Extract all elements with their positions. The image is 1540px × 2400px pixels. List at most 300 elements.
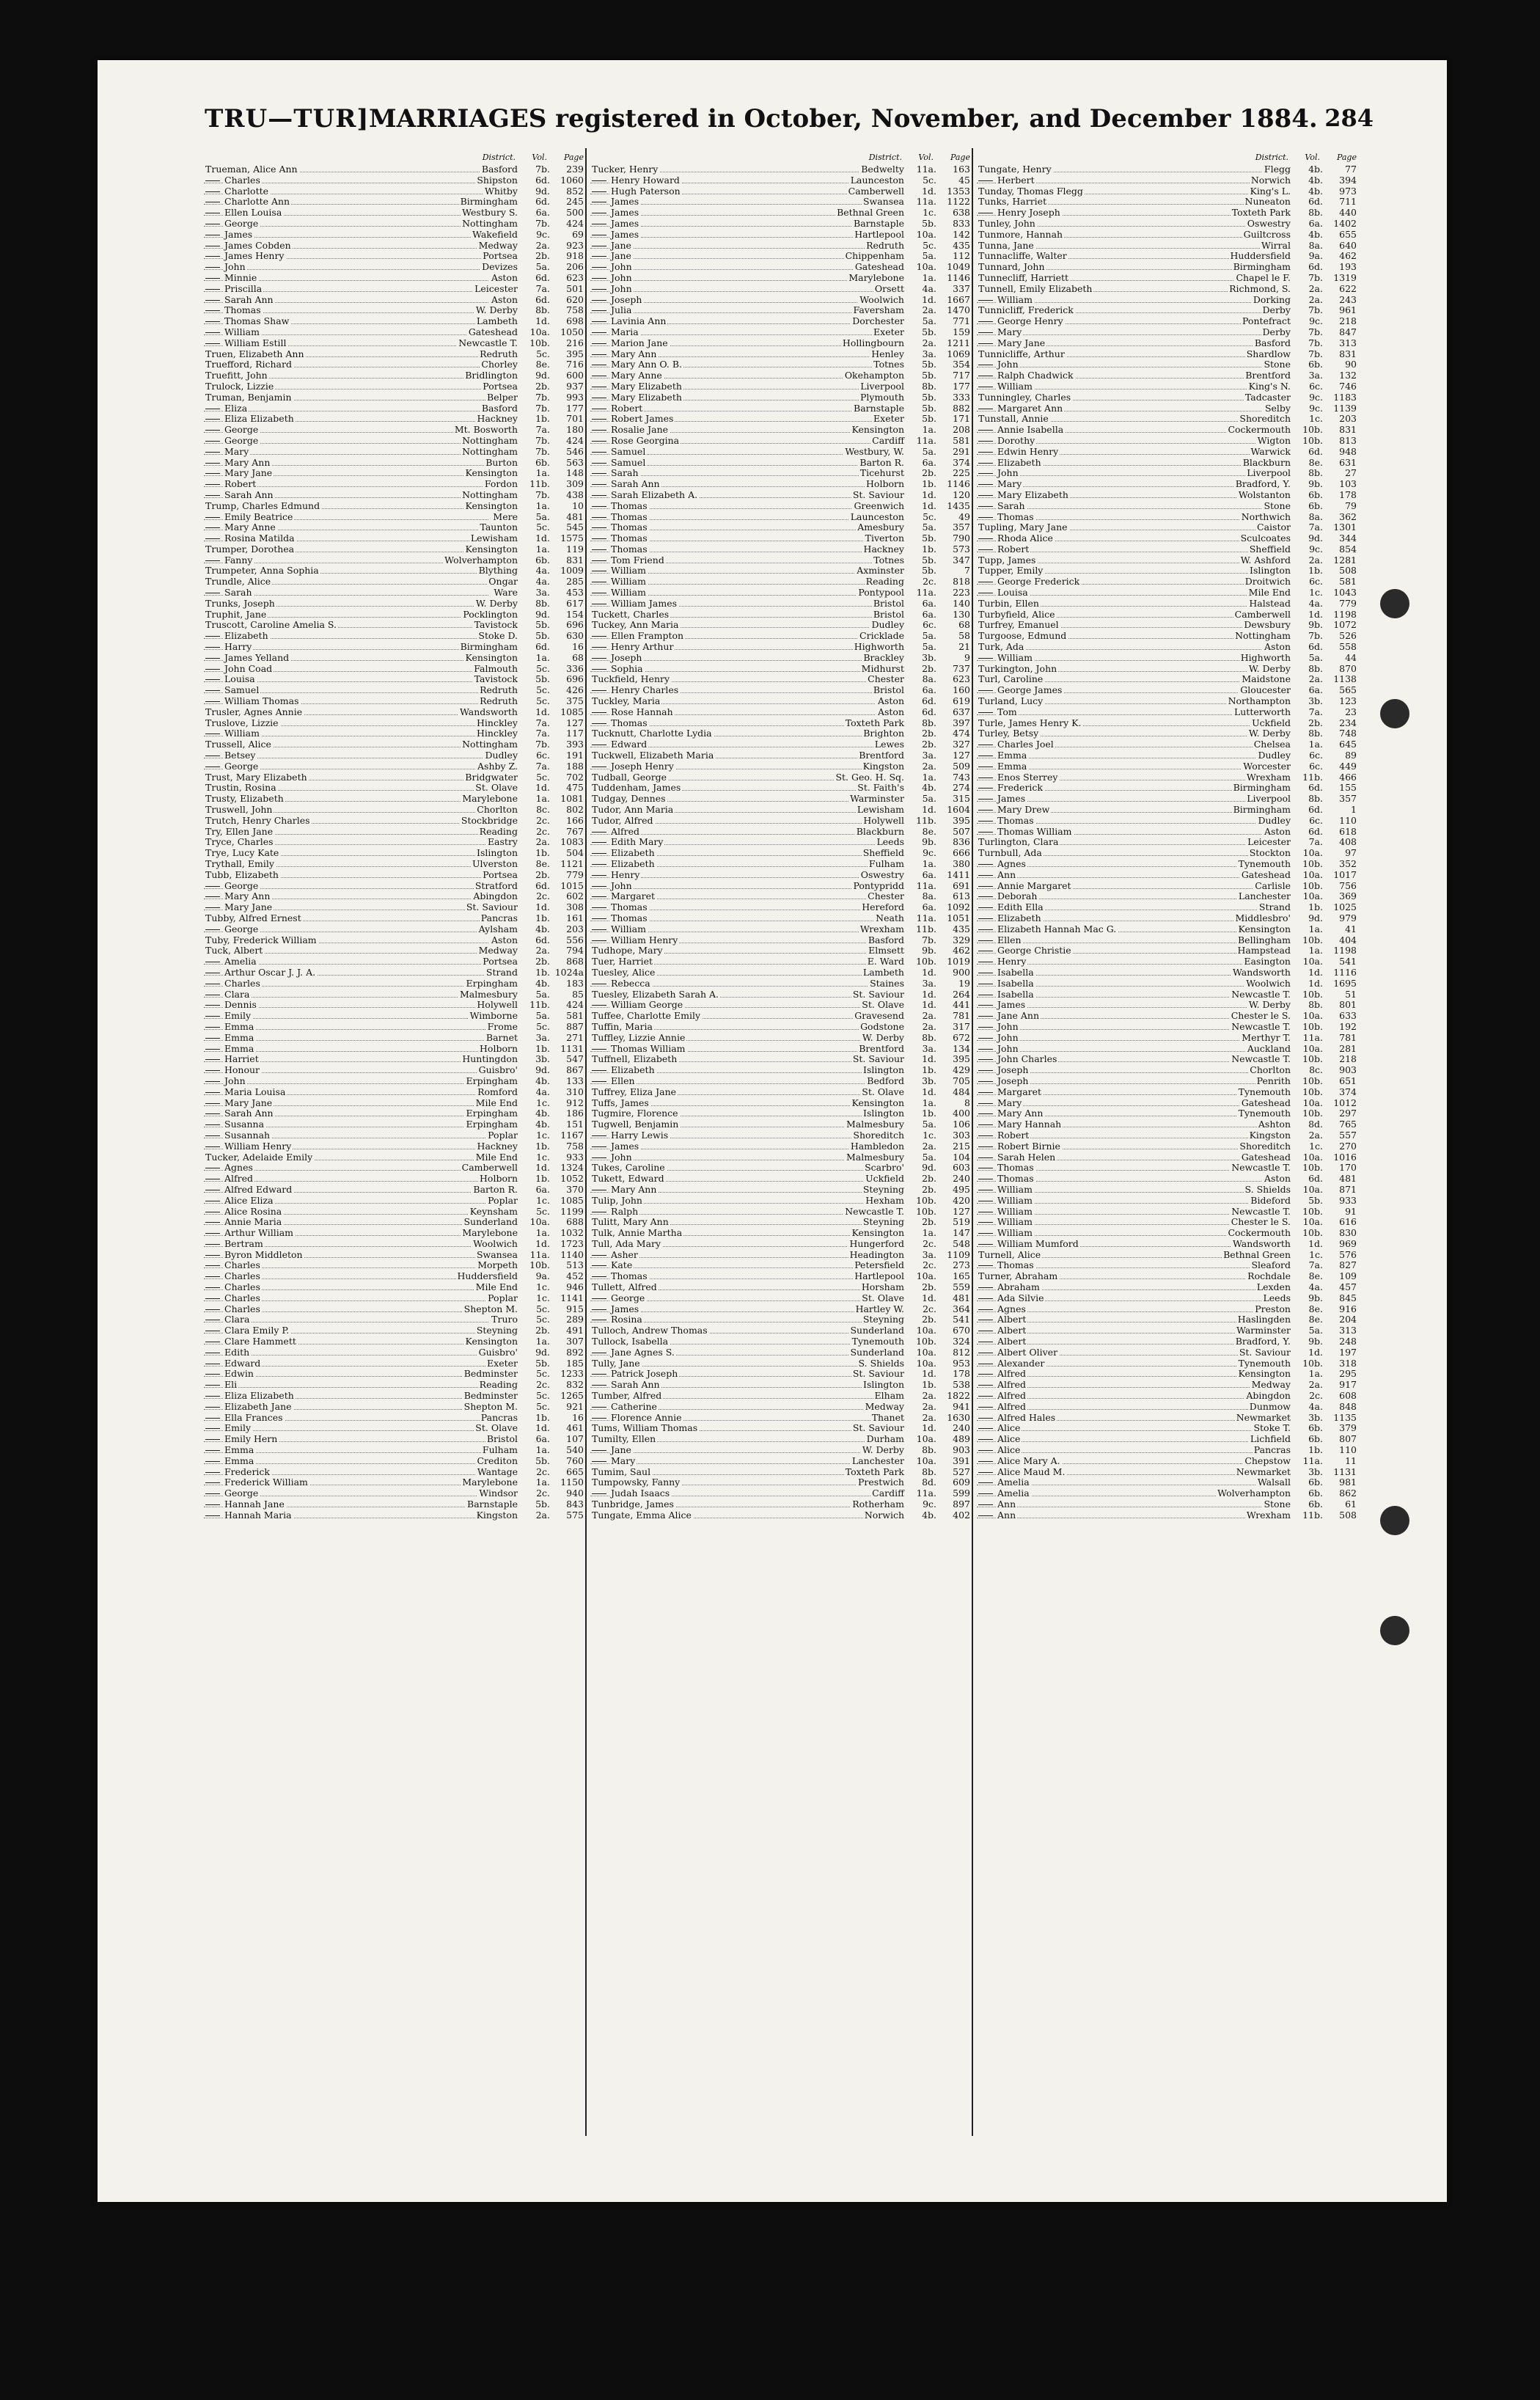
entry-district: Caistor xyxy=(1257,522,1291,533)
entry-page: 68 xyxy=(572,651,584,663)
index-entry xyxy=(977,588,1358,599)
entry-name: George xyxy=(224,760,259,772)
repeat-dash xyxy=(978,1265,993,1266)
index-entry xyxy=(977,945,1358,956)
entry-name: James Cobden xyxy=(224,239,291,251)
entry-volume: 7b. xyxy=(1308,326,1323,337)
entry-volume: 4a. xyxy=(1308,1400,1323,1412)
entry-name: Dorothy xyxy=(997,434,1035,446)
entry-page: 541 xyxy=(1339,956,1357,967)
entry-name: Tullett, Alfred xyxy=(592,1281,657,1293)
entry-page: 758 xyxy=(566,1140,584,1152)
entry-page: 623 xyxy=(566,271,584,283)
entry-volume: 2b. xyxy=(535,868,550,880)
entry-name: William xyxy=(997,1205,1033,1217)
entry-page: 993 xyxy=(566,391,584,403)
repeat-dash xyxy=(978,1493,993,1494)
entry-page: 215 xyxy=(953,1140,970,1152)
entry-district: Aston xyxy=(1264,1173,1291,1185)
entry-district: Bethnal Green xyxy=(1223,1248,1291,1260)
index-entry xyxy=(204,870,585,881)
entry-volume: 1d. xyxy=(922,1053,936,1065)
entry-name: Charlotte Ann xyxy=(224,196,290,208)
entry-district: St. Saviour xyxy=(852,1053,904,1065)
entry-name: Joseph xyxy=(997,1064,1029,1076)
entry-name: Ellen Louisa xyxy=(224,207,282,219)
entry-volume: 1b. xyxy=(535,413,550,425)
index-entry xyxy=(590,599,972,610)
entry-district: Plymouth xyxy=(860,391,904,403)
entry-page: 404 xyxy=(1339,934,1357,945)
repeat-dash xyxy=(978,1005,993,1006)
entry-name: Harry xyxy=(224,641,252,653)
entry-volume: 2a. xyxy=(1308,1379,1323,1391)
entry-district: Tynemouth xyxy=(1238,1357,1291,1369)
index-entry xyxy=(204,588,585,599)
entry-volume: 5a. xyxy=(922,522,936,533)
index-entry xyxy=(977,1196,1358,1207)
entry-district: Wigton xyxy=(1257,434,1291,446)
repeat-dash xyxy=(978,1081,993,1082)
entry-page: 613 xyxy=(953,890,970,902)
entry-page: 1146 xyxy=(947,271,970,283)
index-entry xyxy=(590,1163,972,1174)
entry-volume: 1c. xyxy=(1309,1140,1323,1152)
entry-name: Bertram xyxy=(224,1237,263,1249)
entry-district: Brentford xyxy=(859,1042,904,1054)
entry-district: Woolwich xyxy=(1246,977,1291,989)
repeat-dash xyxy=(205,1298,220,1299)
entry-district: Reading xyxy=(479,825,518,837)
entry-page: 631 xyxy=(1339,456,1357,468)
index-entry xyxy=(204,262,585,273)
entry-page: 717 xyxy=(953,370,970,381)
entry-volume: 6b. xyxy=(1308,1477,1323,1488)
entry-page: 374 xyxy=(953,456,970,468)
entry-name: Mary Ann xyxy=(224,456,271,468)
entry-district: Gateshead xyxy=(854,261,904,273)
entry-name: Tuffs, James xyxy=(592,1097,649,1108)
repeat-dash xyxy=(205,1244,220,1245)
entry-page: 637 xyxy=(953,706,970,717)
index-entry xyxy=(590,1011,972,1022)
entry-page: 203 xyxy=(566,923,584,934)
entry-name: Edith Ella xyxy=(997,901,1044,913)
entry-name: Hannah Maria xyxy=(224,1509,292,1521)
entry-volume: 2c. xyxy=(923,1259,936,1271)
repeat-dash xyxy=(205,1092,220,1093)
column-divider xyxy=(972,148,973,2136)
entry-volume: 11b. xyxy=(1302,771,1323,783)
index-entry xyxy=(977,447,1358,458)
entry-volume: 1a. xyxy=(922,858,936,869)
entry-page: 847 xyxy=(1339,326,1357,337)
entry-name: Tubb, Elizabeth xyxy=(205,868,279,880)
entry-district: Romford xyxy=(477,1086,518,1097)
entry-name: Sarah Ann xyxy=(611,478,660,490)
entry-page: 638 xyxy=(953,207,970,219)
entry-page: 104 xyxy=(953,1151,970,1163)
entry-district: Falmouth xyxy=(474,662,518,674)
entry-district: Erpingham xyxy=(466,977,518,989)
entry-page: 110 xyxy=(1339,1444,1357,1456)
entry-page: 424 xyxy=(566,217,584,229)
binder-hole xyxy=(1380,1506,1409,1535)
index-entry xyxy=(204,1456,585,1467)
entry-volume: 10b. xyxy=(529,1259,550,1271)
index-entry xyxy=(590,1467,972,1478)
index-entry xyxy=(204,1488,585,1499)
entry-volume: 5b. xyxy=(922,391,936,403)
index-entry xyxy=(204,1065,585,1076)
index-entry xyxy=(590,1054,972,1065)
entry-volume: 9b. xyxy=(1308,1336,1323,1347)
entry-name: Jane xyxy=(611,1444,631,1456)
entry-page: 501 xyxy=(566,282,584,294)
entry-page: 11 xyxy=(1345,1455,1357,1466)
entry-volume: 5c. xyxy=(536,695,550,707)
entry-page: 921 xyxy=(566,1400,584,1412)
index-entry xyxy=(204,251,585,262)
repeat-dash xyxy=(978,744,993,745)
index-entry xyxy=(977,718,1358,729)
entry-district: Eastry xyxy=(487,836,518,848)
index-entry xyxy=(204,458,585,469)
entry-volume: 6a. xyxy=(535,207,550,219)
entry-district: Shepton M. xyxy=(463,1303,518,1314)
entry-name: Sarah Ann xyxy=(224,489,274,500)
repeat-dash xyxy=(205,1482,220,1483)
entry-name: Elizabeth xyxy=(611,858,655,869)
entry-name: Mary Hannah xyxy=(997,1119,1062,1130)
entry-district: Tynemouth xyxy=(851,1336,904,1347)
entry-volume: 11b. xyxy=(1302,1509,1323,1521)
repeat-dash xyxy=(205,1027,220,1028)
entry-district: Woolwich xyxy=(473,1237,518,1249)
repeat-dash xyxy=(978,1135,993,1136)
index-entry xyxy=(977,631,1358,642)
entry-name: Harry Lewis xyxy=(611,1129,669,1141)
entry-name: Clara xyxy=(224,988,250,1000)
index-entry xyxy=(590,1174,972,1185)
index-entry xyxy=(977,674,1358,685)
entry-district: Shepton M. xyxy=(463,1400,518,1412)
entry-district: Birmingham xyxy=(460,641,518,653)
entry-name: George xyxy=(224,424,259,436)
entry-volume: 10b. xyxy=(1302,988,1323,1000)
entry-page: 556 xyxy=(566,934,584,945)
index-entry xyxy=(977,219,1358,230)
entry-page: 831 xyxy=(1339,424,1357,436)
entry-page: 630 xyxy=(566,630,584,642)
entry-district: Islington xyxy=(863,1108,904,1119)
index-entry xyxy=(977,349,1358,360)
entry-volume: 6a. xyxy=(535,1433,550,1445)
entry-name: Tuckley, Maria xyxy=(592,695,661,707)
entry-page: 234 xyxy=(1339,717,1357,728)
entry-page: 1324 xyxy=(560,1162,584,1174)
entry-district: Bedminster xyxy=(463,1390,518,1402)
entry-page: 133 xyxy=(566,1075,584,1086)
entry-district: Exeter xyxy=(873,413,904,425)
entry-district: Aylsham xyxy=(478,923,518,934)
entry-page: 981 xyxy=(1339,1477,1357,1488)
index-entry xyxy=(977,1467,1358,1478)
entry-district: W. Derby xyxy=(475,304,518,316)
index-entry xyxy=(977,750,1358,761)
entry-page: 548 xyxy=(953,1237,970,1249)
entry-volume: 2c. xyxy=(536,1466,550,1477)
entry-volume: 5a. xyxy=(922,445,936,457)
index-entry xyxy=(590,1260,972,1271)
entry-volume: 1d. xyxy=(1308,1237,1323,1249)
entry-name: Truefitt, John xyxy=(205,370,268,381)
entry-page: 969 xyxy=(1339,1237,1357,1249)
index-entry xyxy=(590,479,972,490)
entry-district: Newmarket xyxy=(1236,1466,1291,1477)
entry-volume: 6d. xyxy=(535,293,550,305)
index-entry xyxy=(590,718,972,729)
entry-district: Toxteth Park xyxy=(845,717,904,728)
entry-district: Bradford, Y. xyxy=(1235,1336,1291,1347)
entry-page: 832 xyxy=(566,1379,584,1391)
repeat-dash xyxy=(592,1450,606,1451)
index-entry xyxy=(204,935,585,946)
entry-page: 767 xyxy=(566,825,584,837)
entry-name: James xyxy=(611,207,639,219)
entry-volume: 8e. xyxy=(1308,1270,1323,1282)
entry-page: 271 xyxy=(566,1031,584,1043)
entry-volume: 11b. xyxy=(529,478,550,490)
entry-district: Uckfield xyxy=(1252,717,1291,728)
index-entry xyxy=(204,1369,585,1380)
index-entry xyxy=(590,1456,972,1467)
entry-page: 812 xyxy=(953,1346,970,1358)
repeat-dash xyxy=(205,1515,220,1516)
repeat-dash xyxy=(592,484,606,485)
index-entry xyxy=(590,1325,972,1336)
entry-name: Thomas xyxy=(611,901,648,913)
dot-leader xyxy=(977,714,1261,715)
entry-district: Orsett xyxy=(874,282,904,294)
entry-page: 391 xyxy=(953,1455,970,1466)
entry-district: Islington xyxy=(863,1064,904,1076)
entry-name: Elizabeth Jane xyxy=(224,1400,292,1412)
entry-list xyxy=(204,164,585,1521)
repeat-dash xyxy=(978,1222,993,1223)
entry-page: 90 xyxy=(1345,359,1357,370)
entry-district: Bristol xyxy=(873,608,904,620)
entry-name: Samuel xyxy=(224,684,260,696)
entry-name: Edward xyxy=(611,739,648,750)
district-heading: District. xyxy=(868,153,902,162)
entry-district: W. Ashford xyxy=(1240,554,1291,566)
entry-district: Sunderland xyxy=(850,1346,904,1358)
entry-volume: 7b. xyxy=(535,164,550,175)
entry-volume: 8b. xyxy=(1308,662,1323,674)
entry-volume: 8b. xyxy=(1308,793,1323,805)
entry-volume: 10a. xyxy=(1302,868,1323,880)
index-entry xyxy=(590,913,972,924)
entry-district: Pancras xyxy=(480,1411,518,1423)
repeat-dash xyxy=(592,723,606,724)
entry-page: 807 xyxy=(1339,1433,1357,1445)
entry-name: Henry Charles xyxy=(611,684,679,696)
entry-volume: 1b. xyxy=(922,1064,936,1076)
index-entry xyxy=(590,978,972,989)
repeat-dash xyxy=(205,419,220,420)
entry-district: Thanet xyxy=(871,1411,904,1423)
index-entry xyxy=(204,197,585,208)
entry-name: Thomas William xyxy=(611,1042,686,1054)
repeat-dash xyxy=(205,1374,220,1375)
entry-name: Rosina Matilda xyxy=(224,533,295,544)
entry-volume: 2b. xyxy=(535,250,550,262)
index-entry xyxy=(204,338,585,349)
entry-volume: 9d. xyxy=(535,608,550,620)
entry-page: 441 xyxy=(953,999,970,1011)
index-entry xyxy=(590,664,972,675)
entry-district: Barnstaple xyxy=(467,1499,518,1510)
entry-name: Robert James xyxy=(611,413,674,425)
entry-district: W. Derby xyxy=(862,1031,904,1043)
entry-district: Ashby Z. xyxy=(477,760,518,772)
entry-name: Byron Middleton xyxy=(224,1248,303,1260)
repeat-dash xyxy=(205,1439,220,1440)
repeat-dash xyxy=(978,1287,993,1288)
entry-volume: 6b. xyxy=(1308,500,1323,511)
repeat-dash xyxy=(978,1472,993,1473)
entry-page: 394 xyxy=(1339,174,1357,186)
entry-district: Abingdon xyxy=(1246,1390,1291,1402)
index-entry xyxy=(977,956,1358,967)
index-entry xyxy=(204,772,585,783)
entry-name: Herbert xyxy=(997,174,1035,186)
entry-name: Margaret xyxy=(611,890,656,902)
index-entry xyxy=(590,186,972,197)
repeat-dash xyxy=(592,1407,606,1408)
repeat-dash xyxy=(592,332,606,333)
entry-page: 1630 xyxy=(947,1411,970,1423)
entry-name: William Thomas xyxy=(224,695,299,707)
entry-district: Maidstone xyxy=(1242,673,1291,685)
repeat-dash xyxy=(592,1146,606,1147)
entry-district: Tavistock xyxy=(474,619,518,631)
entry-page: 489 xyxy=(953,1433,970,1445)
index-entry xyxy=(204,327,585,338)
entry-district: Redruth xyxy=(480,348,518,359)
index-entry xyxy=(204,620,585,631)
index-entry xyxy=(590,1380,972,1391)
index-entry xyxy=(977,816,1358,827)
entry-volume: 1b. xyxy=(535,966,550,978)
entry-volume: 6d. xyxy=(1308,445,1323,457)
entry-district: Greenwich xyxy=(854,500,904,511)
entry-name: Florence Annie xyxy=(611,1411,682,1423)
entry-volume: 10b. xyxy=(1302,424,1323,436)
repeat-dash xyxy=(978,549,993,550)
entry-name: Emma xyxy=(224,1020,254,1032)
entry-volume: 11a. xyxy=(916,434,936,446)
index-entry xyxy=(590,1000,972,1011)
entry-name: Robert xyxy=(224,478,257,490)
index-entry xyxy=(590,316,972,327)
repeat-dash xyxy=(978,1124,993,1125)
entry-volume: 10b. xyxy=(1302,858,1323,869)
entry-district: Dorking xyxy=(1253,293,1291,305)
entry-page: 395 xyxy=(953,1053,970,1065)
entry-page: 1199 xyxy=(560,1205,584,1217)
index-entry xyxy=(590,1108,972,1119)
entry-district: Chorlton xyxy=(1250,1064,1291,1076)
entry-volume: 1d. xyxy=(922,999,936,1011)
entry-name: Tunmore, Hannah xyxy=(978,228,1063,240)
index-entry xyxy=(204,164,585,175)
repeat-dash xyxy=(978,430,993,431)
repeat-dash xyxy=(592,658,606,659)
entry-page: 1092 xyxy=(947,901,970,913)
entry-name: Turfrey, Emanuel xyxy=(978,619,1059,631)
entry-district: Birmingham xyxy=(460,196,518,208)
index-entry xyxy=(590,425,972,436)
repeat-dash xyxy=(592,940,606,941)
entry-volume: 10a. xyxy=(916,1455,936,1466)
entry-name: Edith Mary xyxy=(611,836,664,848)
entry-district: Kensington xyxy=(465,543,518,555)
entry-name: Jane Agnes S. xyxy=(611,1346,675,1358)
entry-district: Hartlepool xyxy=(854,228,904,240)
entry-page: 424 xyxy=(566,434,584,446)
entry-volume: 9d. xyxy=(535,370,550,381)
entry-name: Eliza xyxy=(224,402,248,414)
entry-district: Petersfield xyxy=(854,1259,904,1271)
repeat-dash xyxy=(978,810,993,811)
entry-district: Headington xyxy=(849,1248,904,1260)
entry-district: Birmingham xyxy=(1233,782,1291,794)
entry-district: Tadcaster xyxy=(1244,391,1291,403)
entry-district: Hinckley xyxy=(477,717,518,728)
entry-page: 344 xyxy=(1339,533,1357,544)
index-entry xyxy=(977,935,1358,946)
entry-volume: 9b. xyxy=(922,945,936,956)
entry-volume: 2a. xyxy=(922,1020,936,1032)
entry-name: Sarah xyxy=(611,467,639,479)
repeat-dash xyxy=(205,1276,220,1277)
entry-name: John Coad xyxy=(224,662,273,674)
entry-volume: 7b. xyxy=(535,489,550,500)
index-entry xyxy=(590,230,972,241)
entry-page: 790 xyxy=(953,533,970,544)
entry-page: 218 xyxy=(1339,1053,1357,1065)
index-entry xyxy=(590,1488,972,1499)
entry-name: Sarah xyxy=(224,587,252,599)
entry-name: Samuel xyxy=(611,456,646,468)
repeat-dash xyxy=(978,658,993,659)
entry-name: Mary Anne xyxy=(224,522,276,533)
entry-district: Aston xyxy=(491,934,518,945)
register-page xyxy=(98,60,1447,2202)
repeat-dash xyxy=(592,267,606,268)
index-entry xyxy=(204,370,585,381)
entry-volume: 3b. xyxy=(535,1053,550,1065)
index-entry xyxy=(590,1152,972,1163)
entry-name: Robert xyxy=(611,402,643,414)
entry-district: Wolverhampton xyxy=(444,554,518,566)
entry-district: Norwich xyxy=(864,1509,904,1521)
entry-name: Tuffin, Maria xyxy=(592,1020,653,1032)
repeat-dash xyxy=(978,832,993,833)
repeat-dash xyxy=(978,300,993,301)
